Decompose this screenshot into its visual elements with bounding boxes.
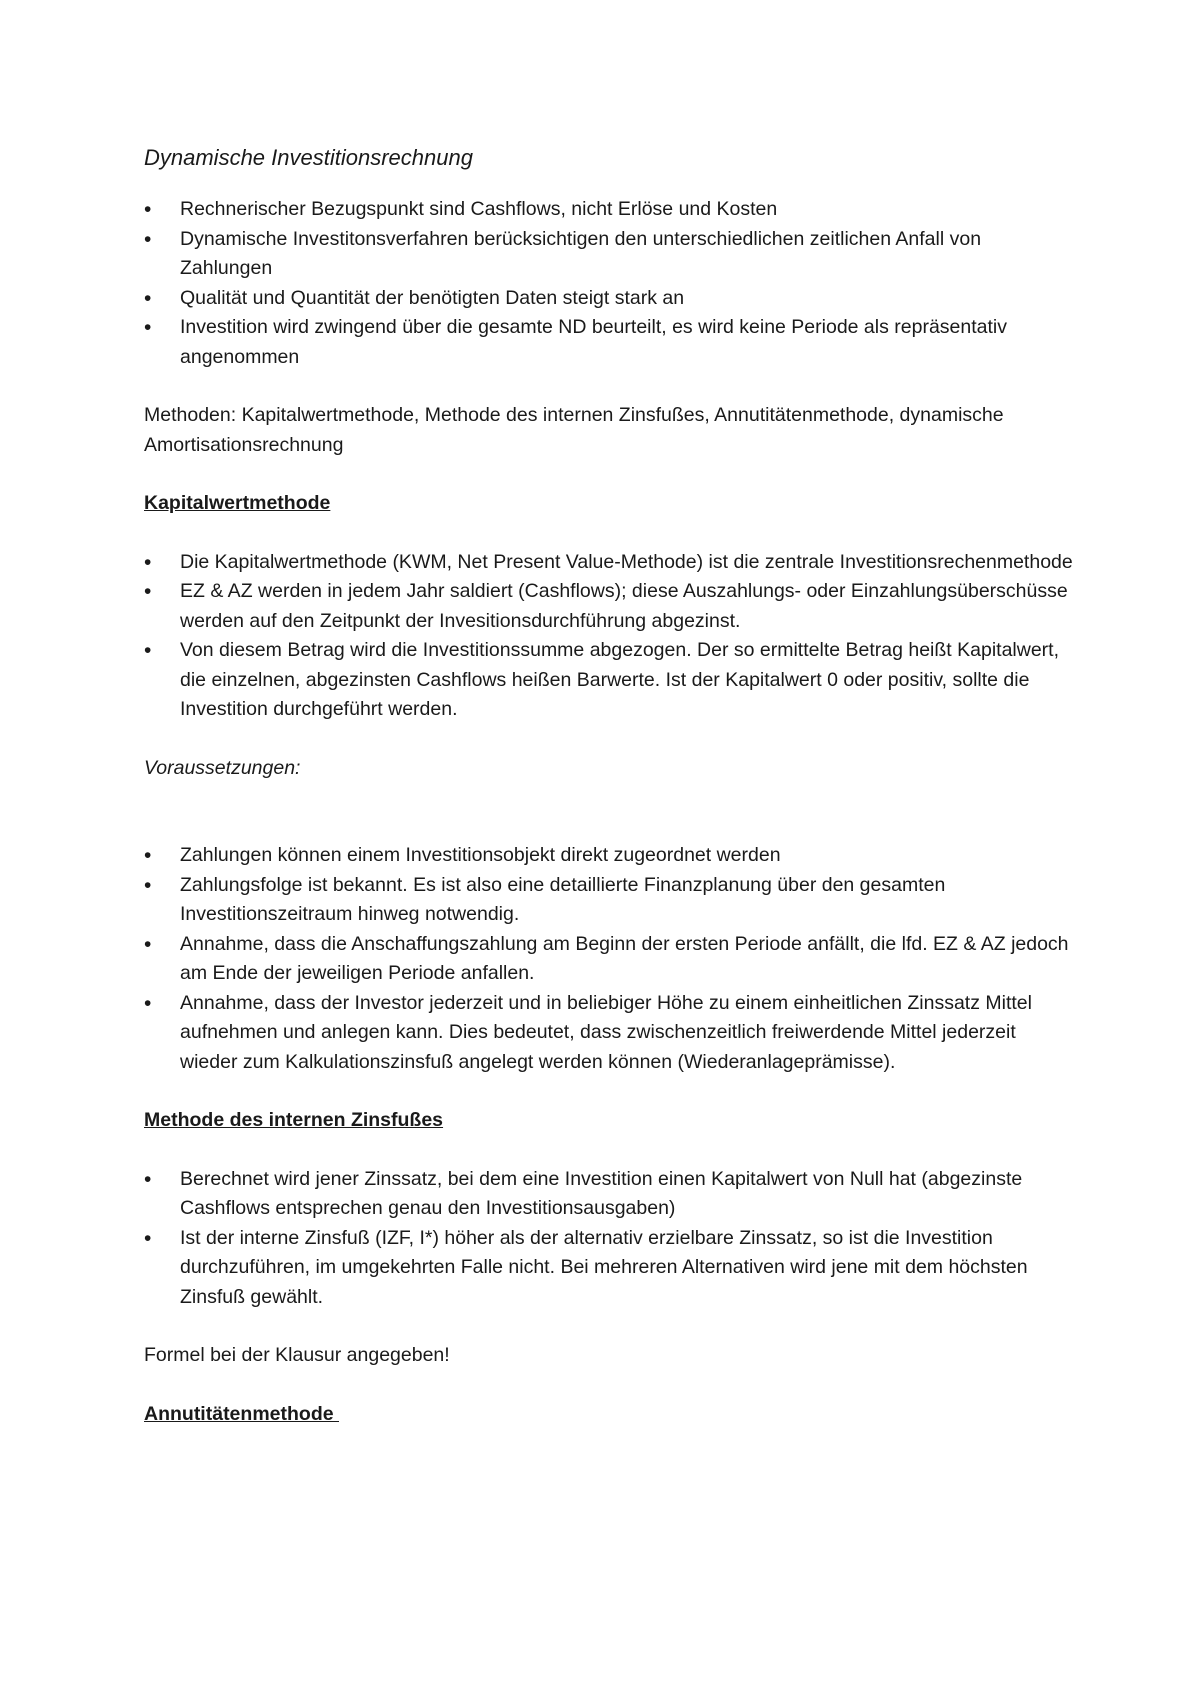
spacer [144, 1312, 1074, 1341]
list-item: • Investition wird zwingend über die gesamte ND beurteilt, es wird keine Periode als repräsentativ angenommen [144, 313, 1074, 372]
spacer [144, 783, 1074, 841]
spacer [144, 1371, 1074, 1400]
section-heading-kapitalwertmethode: Kapitalwertmethode [144, 492, 331, 514]
section-heading-annuitaetenmethode: Annutitätenmethode [144, 1402, 339, 1425]
spacer [144, 460, 1074, 489]
list-item: • Annahme, dass der Investor jederzeit und in beliebiger Höhe zu einem einheitlichen Zinssatz Mittel aufnehmen und anlegen kann. Dies bedeutet, dass zwischenzeitlich freiwerdende Mittel jederzeit wieder zum Kalkulationszinsfuß angelegt werden können (Wiederanlageprämisse). [144, 989, 1074, 1078]
prerequisites-bullet-list [144, 841, 1074, 1077]
spacer [144, 372, 1074, 401]
list-item: • Zahlungen können einem Investitionsobjekt direkt zugeordnet werden [144, 841, 1074, 871]
list-item: • Dynamische Investitonsverfahren berücksichtigen den unterschiedlichen zeitlichen Anfall von Zahlungen [144, 225, 1074, 284]
kwm-bullet-list [144, 548, 1074, 725]
izf-bullet-list [144, 1165, 1074, 1313]
document-content [144, 143, 1074, 1429]
spacer [144, 1077, 1074, 1106]
formula-note: Formel bei der Klausur angegeben! [144, 1344, 450, 1366]
spacer [144, 519, 1074, 548]
methods-paragraph: Methoden: Kapitalwertmethode, Methode des internen Zinsfußes, Annutitätenmethode, dynamische Amortisationsrechnung [144, 404, 1004, 456]
list-item: • Ist der interne Zinsfuß (IZF, I*) höher als der alternativ erzielbare Zinssatz, so ist die Investition durchzuführen, im umgekehrten Falle nicht. Bei mehreren Alternativen wird jene mit dem höchsten Zinsfuß gewählt. [144, 1224, 1074, 1313]
spacer [144, 1136, 1074, 1165]
list-item: • EZ & AZ werden in jedem Jahr saldiert (Cashflows); diese Auszahlungs- oder Einzahlungsüberschüsse werden auf den Zeitpunkt der Invesitionsdurchführung abgezinst. [144, 577, 1074, 636]
spacer [144, 725, 1074, 754]
list-item: • Die Kapitalwertmethode (KWM, Net Present Value-Methode) ist die zentrale Investitionsrechenmethode [144, 548, 1074, 578]
list-item: • Berechnet wird jener Zinssatz, bei dem eine Investition einen Kapitalwert von Null hat (abgezinste Cashflows entsprechen genau den Investitionsausgaben) [144, 1165, 1074, 1224]
list-item: • Annahme, dass die Anschaffungszahlung am Beginn der ersten Periode anfällt, die lfd. EZ & AZ jedoch am Ende der jeweiligen Periode anfallen. [144, 930, 1074, 989]
list-item: • Von diesem Betrag wird die Investitionssumme abgezogen. Der so ermittelte Betrag heißt Kapitalwert, die einzelnen, abgezinsten Cashflows heißen Barwerte. Ist der Kapitalwert 0 oder positiv, sollte die Investition durchgeführt werden. [144, 636, 1074, 725]
section-heading-interner-zinsfuss: Methode des internen Zinsfußes [144, 1109, 444, 1131]
intro-bullet-list [144, 195, 1074, 372]
page-title: Dynamische Investitionsrechnung [144, 145, 473, 170]
prerequisites-label: Voraussetzungen: [144, 756, 301, 779]
list-item: • Zahlungsfolge ist bekannt. Es ist also eine detaillierte Finanzplanung über den gesamten Investitionszeitraum hinweg notwendig. [144, 871, 1074, 930]
list-item: • Qualität und Quantität der benötigten Daten steigt stark an [144, 284, 1074, 314]
list-item: • Rechnerischer Bezugspunkt sind Cashflows, nicht Erlöse und Kosten [144, 195, 1074, 225]
